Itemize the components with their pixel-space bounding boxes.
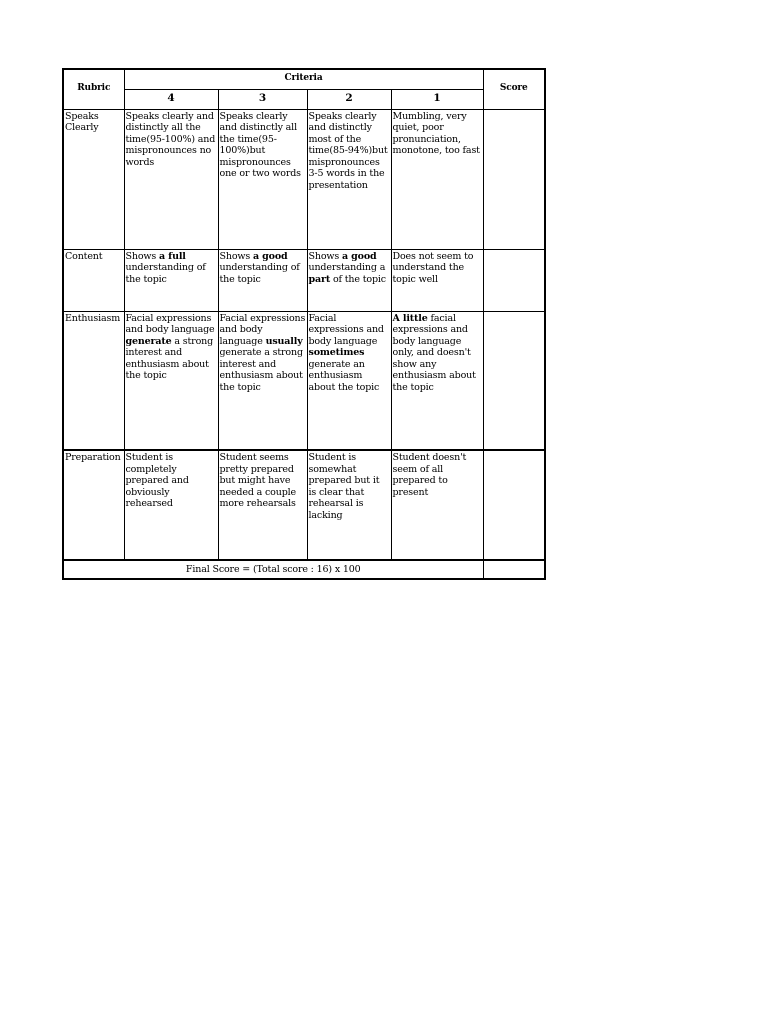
cell-text: of the topic [330, 273, 386, 285]
score-cell [483, 249, 545, 311]
cell-text: understanding of the topic [125, 262, 206, 285]
cell-text: Speaks clearly and distinctly all the time(95-100%) and mispronounces no words [125, 110, 216, 168]
rubric-cell [307, 450, 391, 560]
bold-text: A little [392, 312, 428, 324]
row-label: Enthusiasm [63, 311, 124, 450]
bold-text: sometimes [308, 347, 365, 359]
cell-text: Mumbling, very quiet, poor pronunciation, monotone, too fast [392, 110, 480, 157]
final-score-label: Final Score = (Total score : 16) x 100 [63, 560, 483, 579]
cell-text: Shows [219, 250, 253, 262]
rubric-cell [124, 249, 218, 311]
score-cell [483, 450, 545, 560]
rubric-cell [218, 109, 307, 249]
cell-text: Student is somewhat prepared but it is clear that rehearsal is lacking [308, 452, 380, 521]
cell-text: Student seems pretty prepared but might have needed a couple more rehearsals [219, 452, 297, 510]
score-cell [483, 109, 545, 249]
cell-text: Shows [125, 250, 159, 262]
level-3-header: 3 [218, 89, 307, 109]
table-row [63, 311, 545, 450]
cell-text: generate a strong interest and enthusiasm about the topic [219, 347, 303, 394]
cell-text: Shows [308, 250, 342, 262]
cell-text: Facial expressions and body language [219, 312, 306, 347]
cell-text: understanding of the topic [219, 262, 300, 285]
rubric-cell [307, 311, 391, 450]
final-score-row [63, 560, 545, 579]
rubric-table [62, 68, 546, 580]
bold-text: a good [252, 250, 288, 262]
final-score-cell [483, 560, 545, 579]
row-label: Content [63, 249, 124, 311]
rubric-cell [391, 450, 483, 560]
cell-text: Does not seem to understand the topic well [392, 250, 474, 285]
rubric-cell [391, 109, 483, 249]
cell-text: Speaks clearly and distinctly all the time(95-100%)but mispronounces one or two words [219, 110, 301, 180]
rubric-cell [218, 311, 307, 450]
row-label: Preparation [63, 450, 124, 560]
cell-text: Facial expressions and body language [125, 312, 215, 336]
rubric-header: Rubric [63, 69, 124, 109]
row-label: Speaks Clearly [63, 109, 124, 249]
bold-text: a full [158, 250, 186, 262]
cell-text: Student doesn't seem of all prepared to present [392, 452, 467, 498]
cell-text: Facial expressions and body language [308, 312, 384, 347]
rubric-cell [124, 450, 218, 560]
rubric-cell [124, 311, 218, 450]
level-1-header: 1 [391, 89, 483, 109]
levels-row [63, 89, 545, 109]
bold-text: generate [125, 335, 172, 347]
rubric-cell [124, 109, 218, 249]
table-row [63, 450, 545, 560]
bold-text: usually [265, 335, 303, 347]
level-2-header: 2 [307, 89, 391, 109]
cell-text: facial expressions and body language only, and doesn't show any enthusiasm about the topic [392, 312, 476, 394]
criteria-header: Criteria [124, 69, 483, 89]
rubric-cell [218, 249, 307, 311]
cell-text: a strong interest and enthusiasm about the topic [125, 335, 214, 382]
rubric-cell [391, 311, 483, 450]
rubric-cell [218, 450, 307, 560]
table-row [63, 109, 545, 249]
rubric-cell [391, 249, 483, 311]
cell-text: Speaks clearly and distinctly most of the time(85-94%)but mispronounces 3-5 words in the presentation [308, 110, 388, 192]
score-cell [483, 311, 545, 450]
header-row [63, 69, 545, 89]
cell-text: understanding a [308, 262, 386, 274]
score-header: Score [483, 69, 545, 109]
table-row [63, 249, 545, 311]
cell-text: generate an enthusiasm about the topic [308, 358, 380, 394]
rubric-cell [307, 109, 391, 249]
level-4-header: 4 [124, 89, 218, 109]
rubric-cell [307, 249, 391, 311]
bold-text: a good [341, 250, 377, 262]
cell-text: Student is completely prepared and obviously rehearsed [125, 452, 189, 510]
bold-text: part [308, 273, 331, 285]
